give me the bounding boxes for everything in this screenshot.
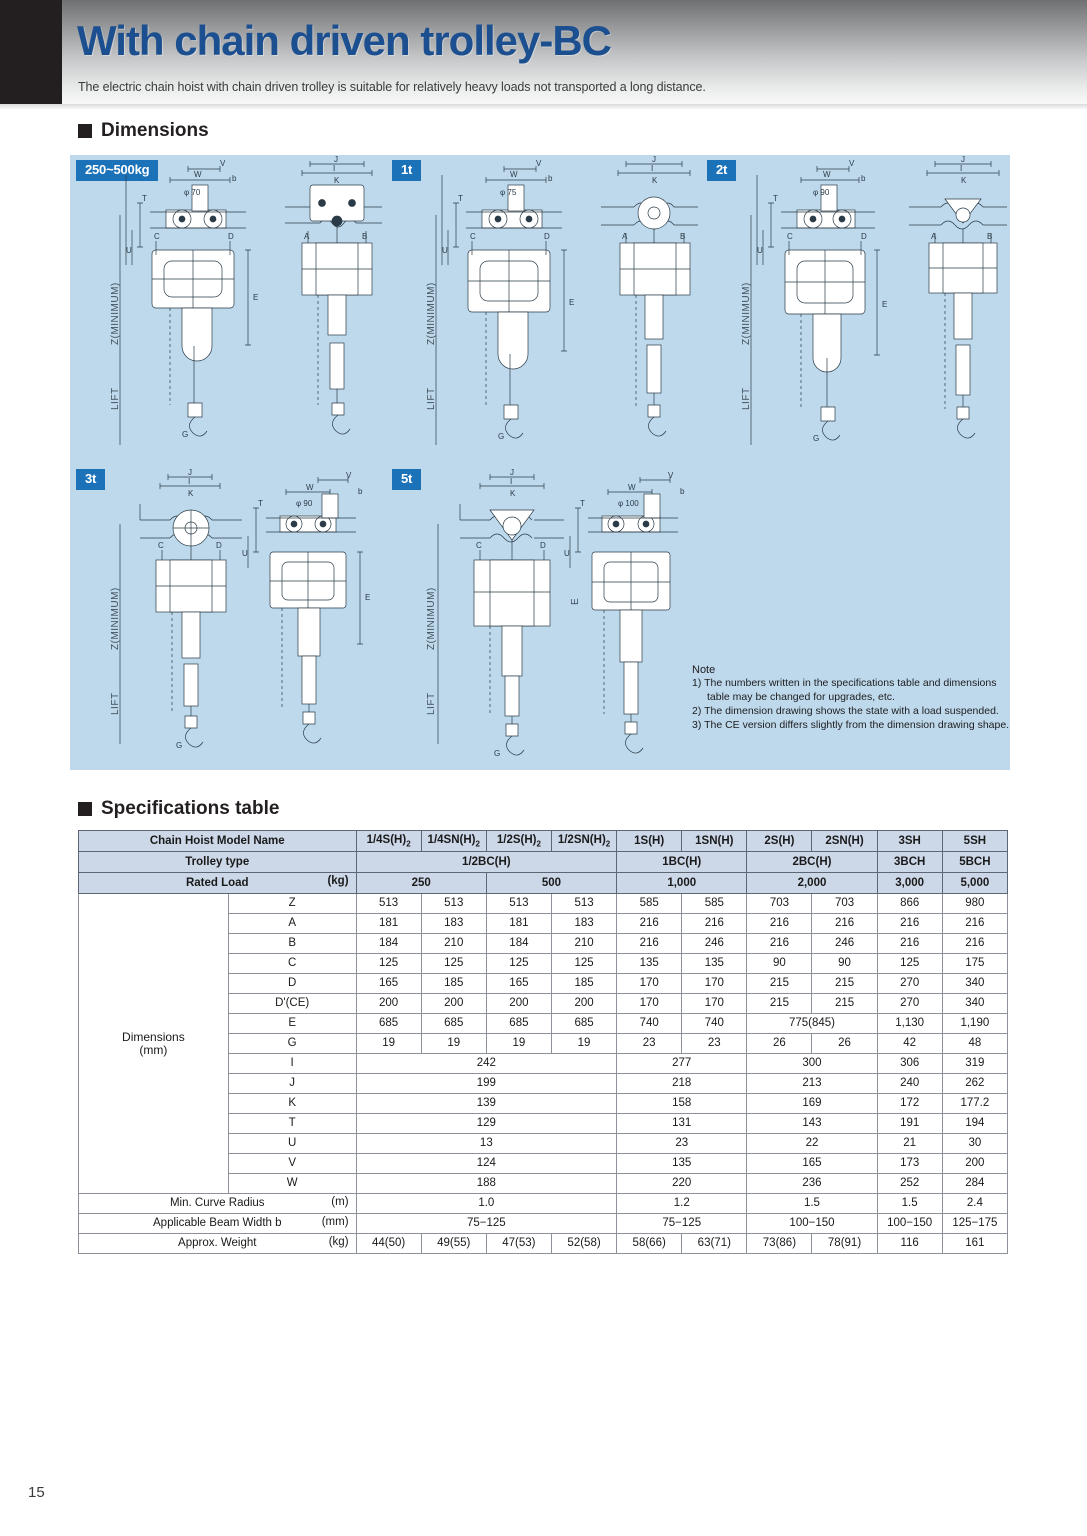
cell-k-0: 139 (356, 1094, 617, 1114)
axis-label-z-minimum-3: Z(MINIMUM) (741, 282, 752, 345)
cell-z-3: 513 (551, 894, 616, 914)
svg-text:T: T (458, 194, 463, 203)
table-row-min-curve-radius (79, 1194, 1008, 1214)
cell-wt-1: 49(55) (421, 1234, 486, 1254)
dimensions-heading-label: Dimensions (101, 120, 209, 141)
cell-t-3: 191 (877, 1114, 942, 1134)
svg-text:B: B (362, 232, 368, 241)
cell-dce-8: 270 (877, 994, 942, 1014)
table-row-approx-weight (79, 1234, 1008, 1254)
cell-g-6: 26 (747, 1034, 812, 1054)
cell-row-letter-i: I (228, 1054, 356, 1074)
cell-a-4: 216 (617, 914, 682, 934)
svg-text:T: T (580, 499, 585, 508)
cell-rated-2: 1,000 (617, 873, 747, 894)
svg-text:K: K (652, 176, 658, 185)
cell-row-letter-b: B (228, 934, 356, 954)
cell-b-5: 246 (682, 934, 747, 954)
cell-e-4: 740 (617, 1014, 682, 1034)
svg-text:G: G (813, 434, 820, 443)
cell-e-3: 685 (551, 1014, 616, 1034)
svg-text:W: W (628, 483, 636, 492)
cell-b-0: 184 (356, 934, 421, 954)
cell-mcr-0: 1.0 (356, 1194, 617, 1214)
svg-text:I: I (333, 164, 336, 173)
svg-text:K: K (334, 176, 340, 185)
svg-text:V: V (220, 159, 226, 168)
cell-j-3: 240 (877, 1074, 942, 1094)
note-item-3: 3) The CE version differs slightly from the dimension drawing shape. (692, 718, 1010, 731)
svg-text:I: I (960, 164, 963, 173)
svg-text:D: D (540, 541, 546, 550)
cell-row-letter-c: C (228, 954, 356, 974)
cell-b-6: 216 (747, 934, 812, 954)
cell-model-0: $1/4S(H)_2$ (356, 831, 421, 852)
cell-row-letter-g: G (228, 1034, 356, 1054)
cell-b-4: 216 (617, 934, 682, 954)
svg-text:J: J (652, 155, 656, 164)
cell-mcr-2: 1.5 (747, 1194, 877, 1214)
svg-text:b: b (861, 174, 866, 183)
svg-text:U: U (242, 549, 248, 558)
cell-rated-3: 2,000 (747, 873, 877, 894)
square-bullet-icon-2 (78, 802, 92, 816)
cell-row-letter-v: V (228, 1154, 356, 1174)
cell-v-0: 124 (356, 1154, 617, 1174)
cell-w-4: 284 (942, 1174, 1007, 1194)
cell-wt-3: 52(58) (551, 1234, 616, 1254)
capacity-badge-3t: 3t (76, 469, 105, 490)
cell-dce-3: 200 (551, 994, 616, 1014)
svg-text:U: U (564, 549, 570, 558)
svg-text:V: V (849, 159, 855, 168)
cell-g-9: 48 (942, 1034, 1007, 1054)
svg-text:U: U (757, 246, 763, 255)
cell-e-8: 1,190 (942, 1014, 1007, 1034)
cell-b-7: 246 (812, 934, 877, 954)
cell-dce-9: 340 (942, 994, 1007, 1014)
cell-i-3: 306 (877, 1054, 942, 1074)
cell-row-letter-u: U (228, 1134, 356, 1154)
cell-wt-6: 73(86) (747, 1234, 812, 1254)
svg-text:J: J (510, 468, 514, 477)
svg-text:φ 90: φ 90 (296, 499, 313, 508)
cell-t-2: 143 (747, 1114, 877, 1134)
note-item-2: 2) The dimension drawing shows the state with a load suspended. (692, 704, 999, 717)
svg-text:D: D (544, 232, 550, 241)
cell-v-2: 165 (747, 1154, 877, 1174)
cell-model-9: 5SH (942, 831, 1007, 852)
cell-model-name-label: Chain Hoist Model Name (79, 831, 357, 852)
cell-trolley-label: Trolley type (79, 852, 357, 873)
cell-d-0: 165 (356, 974, 421, 994)
cell-bw-4: 125−175 (942, 1214, 1007, 1234)
cell-v-3: 173 (877, 1154, 942, 1174)
cell-a-3: 183 (551, 914, 616, 934)
table-row-rated-load (79, 873, 1008, 894)
cell-j-1: 218 (617, 1074, 747, 1094)
svg-text:V: V (346, 471, 352, 480)
svg-text:C: C (470, 232, 476, 241)
svg-text:b: b (548, 174, 553, 183)
cell-rated-load-label: Rated Load (kg) (79, 873, 357, 894)
svg-text:J: J (961, 155, 965, 164)
cell-wt-0: 44(50) (356, 1234, 421, 1254)
cell-j-4: 262 (942, 1074, 1007, 1094)
svg-text:G: G (182, 430, 189, 439)
cell-u-4: 30 (942, 1134, 1007, 1154)
table-row-model-name (79, 831, 1008, 852)
cell-row-letter-a: A (228, 914, 356, 934)
cell-e-7: 1,130 (877, 1014, 942, 1034)
cell-z-2: 513 (486, 894, 551, 914)
svg-text:K: K (510, 489, 516, 498)
cell-bw-1: 75−125 (617, 1214, 747, 1234)
cell-z-4: 585 (617, 894, 682, 914)
cell-a-2: 181 (486, 914, 551, 934)
svg-text:E: E (365, 593, 371, 602)
cell-wt-8: 116 (877, 1234, 942, 1254)
cell-a-1: 183 (421, 914, 486, 934)
axis-label-e-5t: E (570, 597, 581, 605)
cell-c-1: 125 (421, 954, 486, 974)
svg-text:K: K (961, 176, 967, 185)
specifications-heading-label: Specifications table (101, 798, 280, 819)
cell-d-2: 165 (486, 974, 551, 994)
svg-text:W: W (306, 483, 314, 492)
capacity-badge-1t: 1t (392, 160, 421, 181)
cell-approx-weight-label: Approx. Weight (kg) (79, 1234, 357, 1254)
cell-rated-0: 250 (356, 873, 486, 894)
cell-a-6: 216 (747, 914, 812, 934)
cell-model-3: $1/2SN(H)_2$ (551, 831, 616, 852)
header-black-block (0, 0, 62, 104)
cell-b-3: 210 (551, 934, 616, 954)
cell-row-letter-z: Z (228, 894, 356, 914)
cell-row-letter-d: D (228, 974, 356, 994)
cell-trolley-3: 3BCH (877, 852, 942, 873)
svg-text:V: V (668, 471, 674, 480)
cell-dce-2: 200 (486, 994, 551, 1014)
cell-w-3: 252 (877, 1174, 942, 1194)
svg-text:B: B (680, 232, 686, 241)
note-list (692, 677, 1012, 733)
axis-label-lift-3: LIFT (741, 387, 752, 410)
cell-j-2: 213 (747, 1074, 877, 1094)
cell-dce-1: 200 (421, 994, 486, 1014)
svg-text:E: E (253, 293, 259, 302)
note-item-1: 1) The numbers written in the specifications table and dimensions table may be changed for upgrades, etc. (692, 677, 997, 703)
cell-dce-7: 215 (812, 994, 877, 1014)
svg-text:W: W (194, 170, 202, 179)
cell-g-5: 23 (682, 1034, 747, 1054)
cell-c-8: 125 (877, 954, 942, 974)
capacity-badge-5t: 5t (392, 469, 421, 490)
cell-t-1: 131 (617, 1114, 747, 1134)
cell-z-7: 703 (812, 894, 877, 914)
table-row-beam-width (79, 1214, 1008, 1234)
cell-trolley-4: 5BCH (942, 852, 1007, 873)
svg-text:φ 90: φ 90 (813, 188, 830, 197)
cell-d-3: 185 (551, 974, 616, 994)
axis-label-lift-4: LIFT (110, 692, 121, 715)
cell-row-letter-j: J (228, 1074, 356, 1094)
cell-rated-1: 500 (486, 873, 616, 894)
cell-g-2: 19 (486, 1034, 551, 1054)
capacity-badge-250-500kg: 250~500kg (76, 160, 158, 181)
page-header (0, 0, 1087, 110)
cell-row-letter-e: E (228, 1014, 356, 1034)
cell-g-7: 26 (812, 1034, 877, 1054)
cell-e-2: 685 (486, 1014, 551, 1034)
cell-z-6: 703 (747, 894, 812, 914)
svg-text:T: T (142, 194, 147, 203)
axis-label-z-minimum-4: Z(MINIMUM) (110, 587, 121, 650)
svg-text:W: W (823, 170, 831, 179)
axis-label-z-minimum-5: Z(MINIMUM) (426, 587, 437, 650)
specifications-table (78, 830, 1008, 1254)
cell-k-3: 172 (877, 1094, 942, 1114)
svg-text:D: D (228, 232, 234, 241)
svg-text:E: E (569, 298, 575, 307)
page-title: With chain driven trolley-BC (77, 17, 612, 64)
cell-w-0: 188 (356, 1174, 617, 1194)
cell-bw-3: 100−150 (877, 1214, 942, 1234)
axis-label-z-minimum-2: Z(MINIMUM) (426, 282, 437, 345)
cell-min-curve-label: Min. Curve Radius (m) (79, 1194, 357, 1214)
svg-text:G: G (494, 749, 501, 758)
cell-e-1: 685 (421, 1014, 486, 1034)
cell-c-2: 125 (486, 954, 551, 974)
cell-dce-0: 200 (356, 994, 421, 1014)
cell-w-1: 220 (617, 1174, 747, 1194)
cell-dce-5: 170 (682, 994, 747, 1014)
cell-dimensions-label: Dimensions (mm) (79, 894, 229, 1194)
cell-model-1: $1/4SN(H)_2$ (421, 831, 486, 852)
svg-text:I: I (188, 477, 191, 486)
svg-text:W: W (510, 170, 518, 179)
svg-text:T: T (773, 194, 778, 203)
svg-text:φ 70: φ 70 (184, 188, 201, 197)
cell-trolley-0: 1/2BC(H) (356, 852, 617, 873)
cell-b-2: 184 (486, 934, 551, 954)
svg-text:G: G (498, 432, 505, 441)
cell-wt-2: 47(53) (486, 1234, 551, 1254)
svg-text:b: b (358, 487, 363, 496)
cell-rated-4: 3,000 (877, 873, 942, 894)
cell-a-7: 216 (812, 914, 877, 934)
axis-label-lift-1: LIFT (110, 387, 121, 410)
svg-text:C: C (154, 232, 160, 241)
svg-text:G: G (176, 741, 183, 750)
cell-d-6: 215 (747, 974, 812, 994)
cell-wt-9: 161 (942, 1234, 1007, 1254)
table-row (79, 894, 1008, 914)
cell-beam-width-label: Applicable Beam Width b (mm) (79, 1214, 357, 1234)
cell-wt-7: 78(91) (812, 1234, 877, 1254)
axis-label-lift-2: LIFT (426, 387, 437, 410)
page-subtitle: The electric chain hoist with chain driven trolley is suitable for relatively heavy loads not transported a long distance. (78, 80, 706, 94)
svg-text:J: J (188, 468, 192, 477)
cell-d-9: 340 (942, 974, 1007, 994)
cell-d-5: 170 (682, 974, 747, 994)
specifications-heading (78, 798, 279, 820)
cell-z-5: 585 (682, 894, 747, 914)
svg-text:K: K (188, 489, 194, 498)
cell-model-7: 2SN(H) (812, 831, 877, 852)
cell-model-8: 3SH (877, 831, 942, 852)
cell-c-4: 135 (617, 954, 682, 974)
cell-trolley-1: 1BC(H) (617, 852, 747, 873)
cell-d-1: 185 (421, 974, 486, 994)
cell-bw-2: 100−150 (747, 1214, 877, 1234)
cell-k-4: 177.2 (942, 1094, 1007, 1114)
cell-row-letter-w: W (228, 1174, 356, 1194)
cell-v-1: 135 (617, 1154, 747, 1174)
cell-model-5: 1SN(H) (682, 831, 747, 852)
svg-text:E: E (882, 300, 888, 309)
svg-text:b: b (680, 487, 685, 496)
svg-text:I: I (651, 164, 654, 173)
svg-text:φ 75: φ 75 (500, 188, 517, 197)
cell-bw-0: 75−125 (356, 1214, 617, 1234)
cell-d-8: 270 (877, 974, 942, 994)
cell-g-4: 23 (617, 1034, 682, 1054)
cell-mcr-4: 2.4 (942, 1194, 1007, 1214)
cell-d-4: 170 (617, 974, 682, 994)
cell-mcr-3: 1.5 (877, 1194, 942, 1214)
cell-row-letter-k: K (228, 1094, 356, 1114)
cell-a-0: 181 (356, 914, 421, 934)
cell-b-1: 210 (421, 934, 486, 954)
svg-text:φ 100: φ 100 (618, 499, 639, 508)
specifications-table-wrapper (78, 830, 1008, 1254)
svg-text:U: U (442, 246, 448, 255)
cell-k-1: 158 (617, 1094, 747, 1114)
axis-label-z-minimum-1: Z(MINIMUM) (110, 282, 121, 345)
cell-v-4: 200 (942, 1154, 1007, 1174)
svg-text:C: C (476, 541, 482, 550)
cell-t-4: 194 (942, 1114, 1007, 1134)
cell-trolley-2: 2BC(H) (747, 852, 877, 873)
cell-z-8: 866 (877, 894, 942, 914)
cell-k-2: 169 (747, 1094, 877, 1114)
cell-c-7: 90 (812, 954, 877, 974)
cell-c-3: 125 (551, 954, 616, 974)
svg-text:C: C (787, 232, 793, 241)
cell-c-6: 90 (747, 954, 812, 974)
axis-label-lift-5: LIFT (426, 692, 437, 715)
note-title: Note (692, 664, 716, 676)
cell-c-9: 175 (942, 954, 1007, 974)
cell-b-8: 216 (877, 934, 942, 954)
page-number: 15 (28, 1484, 45, 1501)
cell-c-0: 125 (356, 954, 421, 974)
cell-d-7: 215 (812, 974, 877, 994)
cell-wt-5: 63(71) (682, 1234, 747, 1254)
cell-a-9: 216 (942, 914, 1007, 934)
cell-j-0: 199 (356, 1074, 617, 1094)
svg-text:A: A (622, 232, 628, 241)
svg-text:D: D (216, 541, 222, 550)
note-box (692, 664, 1012, 733)
svg-text:J: J (334, 155, 338, 164)
cell-c-5: 135 (682, 954, 747, 974)
cell-model-4: 1S(H) (617, 831, 682, 852)
cell-rated-5: 5,000 (942, 873, 1007, 894)
svg-text:U: U (126, 246, 132, 255)
dimensions-heading (78, 120, 209, 142)
cell-u-3: 21 (877, 1134, 942, 1154)
cell-i-0: 242 (356, 1054, 617, 1074)
cell-dce-6: 215 (747, 994, 812, 1014)
cell-g-8: 42 (877, 1034, 942, 1054)
svg-text:C: C (158, 541, 164, 550)
cell-g-3: 19 (551, 1034, 616, 1054)
svg-text:T: T (258, 499, 263, 508)
cell-a-8: 216 (877, 914, 942, 934)
table-row-trolley-type (79, 852, 1008, 873)
cell-i-4: 319 (942, 1054, 1007, 1074)
svg-text:V: V (536, 159, 542, 168)
square-bullet-icon (78, 124, 92, 138)
cell-w-2: 236 (747, 1174, 877, 1194)
cell-model-2: $1/2S(H)_2$ (486, 831, 551, 852)
cell-row-letter-t: T (228, 1114, 356, 1134)
cell-z-9: 980 (942, 894, 1007, 914)
svg-text:D: D (861, 232, 867, 241)
cell-g-0: 19 (356, 1034, 421, 1054)
cell-e-5: 740 (682, 1014, 747, 1034)
cell-dce-4: 170 (617, 994, 682, 1014)
svg-text:b: b (232, 174, 237, 183)
cell-u-2: 22 (747, 1134, 877, 1154)
cell-mcr-1: 1.2 (617, 1194, 747, 1214)
svg-text:B: B (987, 232, 993, 241)
cell-u-1: 23 (617, 1134, 747, 1154)
cell-e-0: 685 (356, 1014, 421, 1034)
cell-i-2: 300 (747, 1054, 877, 1074)
cell-wt-4: 58(66) (617, 1234, 682, 1254)
cell-model-6: 2S(H) (747, 831, 812, 852)
cell-g-1: 19 (421, 1034, 486, 1054)
cell-b-9: 216 (942, 934, 1007, 954)
cell-e-6: 775(845) (747, 1014, 877, 1034)
cell-z-1: 513 (421, 894, 486, 914)
cell-row-letter-dce: D'(CE) (228, 994, 356, 1014)
cell-a-5: 216 (682, 914, 747, 934)
header-divider (0, 104, 1087, 110)
svg-text:A: A (304, 232, 310, 241)
capacity-badge-2t: 2t (707, 160, 736, 181)
cell-z-0: 513 (356, 894, 421, 914)
cell-t-0: 129 (356, 1114, 617, 1134)
cell-u-0: 13 (356, 1134, 617, 1154)
svg-text:A: A (931, 232, 937, 241)
cell-i-1: 277 (617, 1054, 747, 1074)
svg-text:I: I (510, 477, 513, 486)
